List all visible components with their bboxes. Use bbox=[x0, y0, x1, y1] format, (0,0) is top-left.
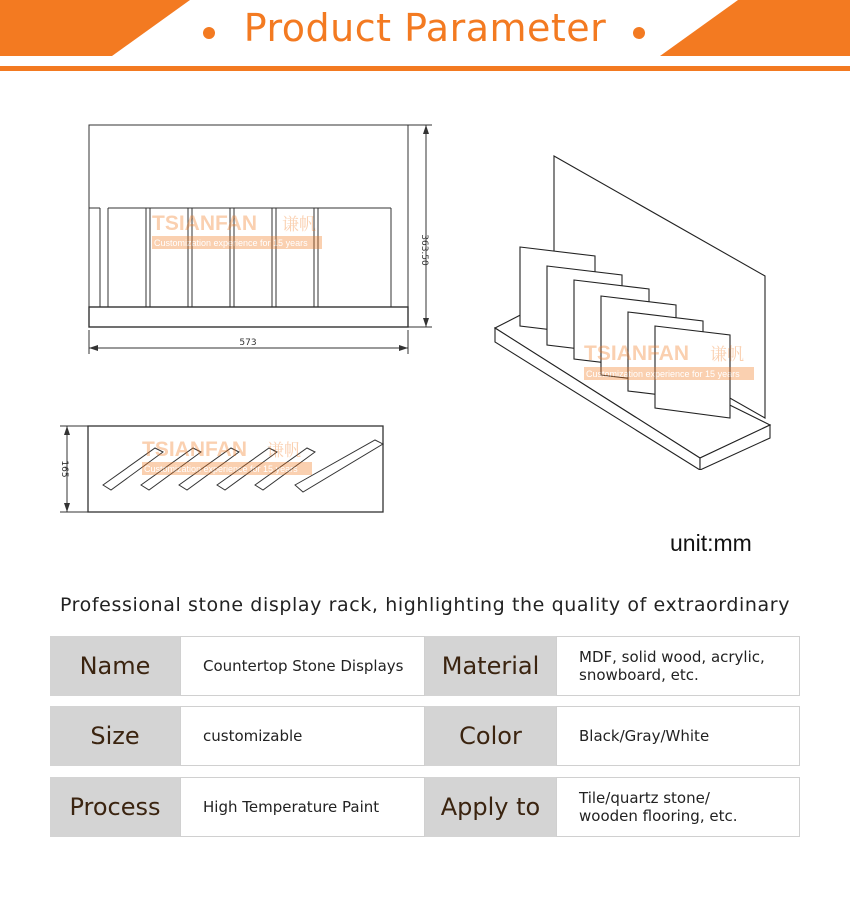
param-value-text: Countertop Stone Displays bbox=[203, 657, 404, 675]
height-dimension: 363.50 bbox=[419, 234, 429, 266]
watermark-slogan: Customization experience for 15 years bbox=[154, 238, 308, 248]
param-value-text: MDF, solid wood, acrylic, snowboard, etc. bbox=[579, 648, 765, 684]
param-value-text: High Temperature Paint bbox=[203, 798, 380, 816]
watermark-brand-cn: 谦帆 bbox=[710, 345, 744, 365]
front-view-drawing bbox=[80, 118, 440, 358]
param-value-color bbox=[556, 706, 800, 766]
param-label-name: Name bbox=[50, 636, 180, 696]
header-underline bbox=[0, 66, 850, 71]
watermark-slogan: Customization experience for 15 years bbox=[586, 369, 740, 379]
isometric-view-drawing bbox=[490, 150, 780, 470]
parameter-row bbox=[50, 636, 800, 696]
param-value-text: Tile/quartz stone/ wooden flooring, etc. bbox=[579, 789, 738, 825]
depth-dimension: 165 bbox=[59, 460, 69, 478]
param-label-material: Material bbox=[425, 636, 556, 696]
param-label-color: Color bbox=[425, 706, 556, 766]
watermark-brand-cn: 谦帆 bbox=[282, 215, 316, 235]
tagline: Professional stone display rack, highlighting the quality of extraordinary bbox=[59, 594, 791, 616]
watermark-brand: TSIANFAN bbox=[152, 212, 257, 235]
watermark-slogan: Customization experience for 15 years bbox=[144, 464, 298, 474]
param-value-apply-to bbox=[556, 777, 800, 837]
watermark bbox=[142, 438, 312, 475]
watermark-brand-cn: 谦帆 bbox=[267, 441, 301, 461]
header-banner bbox=[0, 0, 850, 72]
param-value-name bbox=[180, 636, 425, 696]
param-value-text: Black/Gray/White bbox=[579, 727, 710, 745]
page-title: Product Parameter bbox=[243, 6, 607, 50]
watermark-brand: TSIANFAN bbox=[142, 438, 247, 461]
param-label-size: Size bbox=[50, 706, 180, 766]
param-value-material bbox=[556, 636, 800, 696]
watermark bbox=[152, 212, 322, 249]
param-value-text: customizable bbox=[203, 727, 303, 745]
unit-label: unit:mm bbox=[670, 530, 752, 556]
param-label-apply-to: Apply to bbox=[425, 777, 556, 837]
parameter-row bbox=[50, 706, 800, 766]
param-value-process bbox=[180, 777, 425, 837]
top-view-drawing bbox=[55, 420, 395, 520]
title-bullet-right bbox=[633, 27, 645, 39]
watermark-brand: TSIANFAN bbox=[584, 342, 689, 365]
width-dimension: 573 bbox=[239, 338, 257, 348]
param-value-size bbox=[180, 706, 425, 766]
watermark bbox=[584, 342, 754, 380]
param-label-process: Process bbox=[50, 777, 180, 837]
parameter-row bbox=[50, 777, 800, 837]
